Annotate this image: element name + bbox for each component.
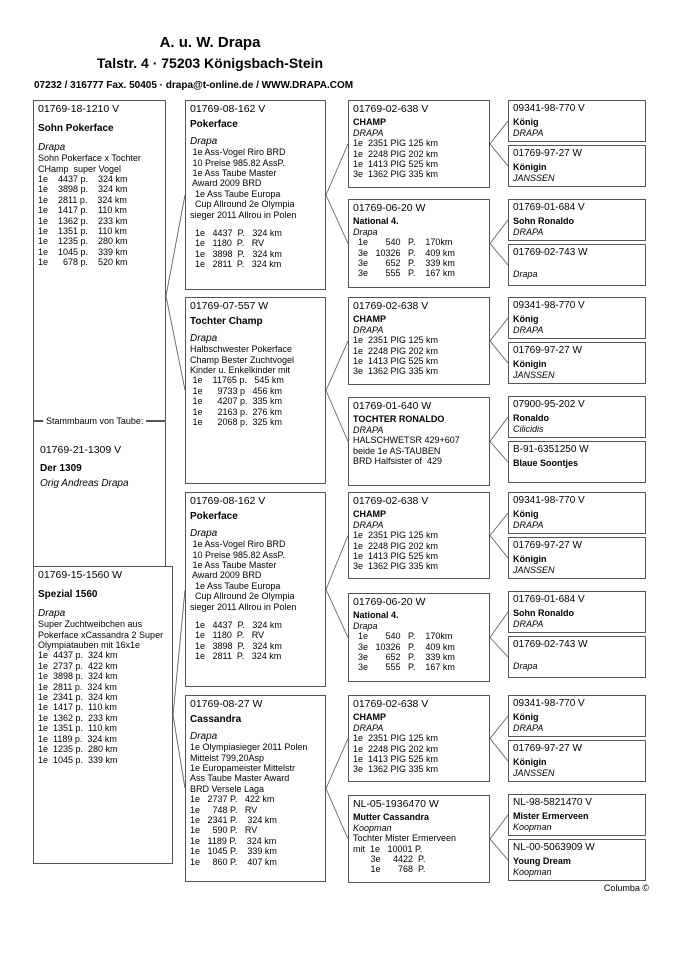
breeder: Drapa [190, 332, 218, 344]
breeder: DRAPA [513, 722, 544, 733]
stammbaum-legend: Stammbaum von Taube: [43, 416, 146, 426]
breeder: JANSSEN [513, 172, 555, 183]
pigeon-notes: 1e 540 P. 170km 3e 10326 P. 409 km 3e 652 P. 339 km 3e 555 P. 167 km [358, 237, 455, 279]
breeder: Koopman [513, 866, 552, 877]
connector-line [490, 638, 508, 658]
spacer [513, 653, 641, 661]
great-grandparent-pigeon-card [508, 591, 646, 633]
great-grandparent-pigeon-card [508, 794, 646, 836]
great-grandparent-pigeon-card [508, 396, 646, 438]
grandparent-pigeon-card [348, 593, 490, 682]
great-grandparent-pigeon-card [508, 636, 646, 678]
ring-number: 01769-18-1210 V [38, 103, 120, 115]
pigeon-name: Pokerface [190, 511, 238, 523]
great-grandparent-pigeon-card [508, 145, 646, 187]
breeder: JANSSEN [513, 767, 555, 778]
connector-line [166, 195, 185, 296]
pigeon-name: Sohn Ronaldo [513, 216, 574, 227]
ring-number: 09341-98-770 V [513, 103, 585, 114]
connector-line [326, 391, 348, 442]
pigeon-name: Blaue Soontjes [513, 458, 579, 469]
connector-line [326, 195, 348, 244]
breeder: DRAPA [353, 324, 384, 335]
ring-number: 01769-01-640 W [353, 400, 432, 412]
spacer [190, 220, 321, 228]
breeder: Drapa [353, 226, 378, 237]
pigeon-name: Cassandra [190, 714, 242, 726]
pigeon-name: König [513, 509, 539, 520]
great-grandparent-pigeon-card [508, 297, 646, 339]
connector-line [326, 341, 348, 391]
ring-number: 01769-06-20 W [353, 596, 426, 608]
ring-number: 01769-15-1560 W [38, 569, 123, 581]
subject-pigeon-card [33, 100, 166, 421]
ring-number: 01769-97-27 W [513, 743, 582, 754]
pigeon-name: Spezial 1560 [38, 589, 98, 601]
great-grandparent-pigeon-card [508, 100, 646, 142]
great-grandparent-pigeon-card [508, 342, 646, 384]
pigeon-name: König [513, 712, 539, 723]
pigeon-name: König [513, 117, 539, 128]
parent-pigeon-card [185, 297, 326, 484]
ring-number: 01769-02-638 V [353, 103, 429, 115]
parent-pigeon-card [185, 492, 326, 687]
great-grandparent-pigeon-card [508, 199, 646, 241]
grandparent-pigeon-card [348, 297, 490, 385]
spacer [513, 261, 641, 269]
ring-number: 09341-98-770 V [513, 698, 585, 709]
grandparent-pigeon-card [348, 199, 490, 288]
ring-number: NL-98-5821470 V [513, 797, 592, 808]
connector-line [166, 296, 185, 390]
connector-line [326, 789, 348, 840]
pigeon-notes: Halbschwester Pokerface Champ Bester Zuchtvogel Kinder u. Enkelkinder mit 1e 11765 p. 545 km 1e 9733 p 456 km 1e 4207 p. 335 km 1e 2163 p. 276 km 1e 2068 p. 325 km [190, 344, 295, 428]
pigeon-name: TOCHTER RONALDO [353, 414, 445, 425]
connector-line [490, 612, 508, 638]
breeder: DRAPA [353, 519, 384, 530]
ring-number: 01769-08-162 V [190, 103, 266, 115]
pigeon-name: Sohn Ronaldo [513, 608, 574, 619]
breeder: Drapa [190, 135, 218, 147]
connector-line [326, 536, 348, 590]
connector-line [326, 144, 348, 195]
connector-line [326, 590, 348, 638]
stammbaum-name: Der 1309 [40, 463, 82, 474]
grandparent-pigeon-card [348, 492, 490, 579]
pigeon-notes: Tochter Mister Ermerveen mit 1e 10001 P. 3e 4422 P. 1e 768 P. [353, 833, 457, 875]
dam-pigeon-card [33, 566, 173, 864]
pigeon-name: Tochter Champ [190, 316, 263, 328]
great-grandparent-pigeon-card [508, 537, 646, 579]
breeder: DRAPA [513, 127, 544, 138]
pigeon-name: CHAMP [353, 712, 386, 723]
pigeon-name: Ronaldo [513, 413, 549, 424]
breeder: Koopman [353, 822, 392, 833]
pigeon-name: Königin [513, 757, 547, 768]
connector-line [490, 417, 508, 442]
connector-line [490, 716, 508, 739]
pigeon-notes: 1e Olympiasieger 2011 Polen Mittelst 799,20Asp 1e Europameister Mittelstr Ass Taube Master Award BRD Versele Laga 1e 2737 P. 422 km 1e 748 P. RV 1e 2341 P. 324 km 1e 590 P. RV 1e 1189 P. 324 km 1e 1045 P. 339 km 1e 860 P. 407 km [190, 742, 308, 867]
ring-number: B-91-6351250 W [513, 444, 589, 455]
breeder: Drapa [38, 607, 66, 619]
ring-number: NL-00-5063909 W [513, 842, 595, 853]
grandparent-pigeon-card [348, 397, 490, 486]
connector-line [490, 244, 508, 266]
pigeon-notes: 1e 2351 PIG 125 km 1e 2248 PIG 202 km 1e 1413 PIG 525 km 3e 1362 PIG 335 km [353, 335, 439, 377]
parent-pigeon-card [185, 100, 326, 290]
race-results: 1e 4437 P. 324 km 1e 1180 P. RV 1e 3898 P. 324 km 1e 2811 P. 324 km [195, 620, 282, 662]
ring-number: 01769-97-27 W [513, 345, 582, 356]
breeder: DRAPA [513, 519, 544, 530]
breeder: DRAPA [513, 324, 544, 335]
breeder: Drapa [513, 661, 538, 672]
pigeon-notes: 1e 2351 PIG 125 km 1e 2248 PIG 202 km 1e 1413 PIG 525 km 3e 1362 PIG 335 km [353, 530, 439, 572]
race-results: 1e 4437 P. 324 km 1e 1180 P. RV 1e 3898 P. 324 km 1e 2811 P. 324 km [195, 228, 282, 270]
grandparent-pigeon-card [348, 100, 490, 188]
ring-number: 01769-01-684 V [513, 202, 585, 213]
subject-notes: Sohn Pokerface x Tochter CHamp super Vogel 1e 4437 p. 324 km 1e 3898 p. 324 km 1e 2811 p. 324 km 1e 1417 p. 110 km 1e 1362 p. 233 km 1e 1351 p. 110 km 1e 1235 p. 280 km 1e 1045 p. 339 km 1e 678 p. 520 km [38, 153, 141, 268]
connector-line [490, 318, 508, 341]
grandparent-pigeon-card [348, 795, 490, 883]
pigeon-notes: 1e Ass-Vogel Riro BRD 10 Preise 985.82 AssP. 1e Ass Taube Master Award 2009 BRD 1e Ass Taube Europa Cup Allround 2e Olympia sieger 2011 Allrou in Polen [190, 147, 297, 220]
breeder: DRAPA [513, 618, 544, 629]
ring-number: 01769-02-638 V [353, 698, 429, 710]
ring-number: 01769-02-638 V [353, 300, 429, 312]
ring-number: NL-05-1936470 W [353, 798, 439, 810]
ring-number: 01769-02-638 V [353, 495, 429, 507]
ring-number: 01769-06-20 W [353, 202, 426, 214]
connector-line [173, 715, 185, 788]
connector-line [490, 839, 508, 860]
pigeon-name: Königin [513, 554, 547, 565]
ring-number: 01769-08-162 V [190, 495, 266, 507]
breeder: Koopman [513, 821, 552, 832]
great-grandparent-pigeon-card [508, 244, 646, 286]
connector-line [490, 121, 508, 144]
dam-notes: Super Zuchtweibchen aus Pokerface xCassandra 2 Super Olympiatauben mit 16x1e 1e 4437 p. 324 km 1e 2737 p. 422 km 1e 3898 p. 324 km 1e 2811 p. 324 km 1e 2341 p. 324 km 1e 1417 p. 110 km 1e 1362 p. 233 km 1e 1351 p. 110 km 1e 1189 p. 324 km 1e 1235 p. 280 km 1e 1045 p. 339 km [38, 619, 164, 765]
ring-number: 01769-07-557 W [190, 300, 269, 312]
connector-line [490, 220, 508, 244]
pigeon-name: Königin [513, 162, 547, 173]
pigeon-name: Mister Ermerveen [513, 811, 589, 822]
grandparent-pigeon-card [348, 695, 490, 782]
ring-number: 01769-02-743 W [513, 639, 588, 650]
connector-line [490, 442, 508, 463]
pigeon-name: National 4. [353, 216, 399, 227]
breeder: Drapa [38, 141, 66, 153]
pigeon-name: Young Dream [513, 856, 571, 867]
pigeon-name: CHAMP [353, 117, 386, 128]
connector-line [490, 815, 508, 839]
connector-line [490, 739, 508, 762]
breeder: JANSSEN [513, 369, 555, 380]
parent-pigeon-card [185, 695, 326, 882]
ring-number: 01769-02-743 W [513, 247, 588, 258]
pigeon-notes: HALSCHWETSR 429+607 beide 1e AS-TAUBEN BRD Halfsister of 429 [353, 435, 460, 467]
pigeon-notes: 1e Ass-Vogel Riro BRD 10 Preise 985.82 AssP. 1e Ass Taube Master Award 2009 BRD 1e Ass Taube Europa Cup Allround 2e Olympia sieger 2011 Allrou in Polen [190, 539, 297, 612]
pigeon-name: Sohn Pokerface [38, 123, 114, 135]
pigeon-name: Mutter Cassandra [353, 812, 430, 823]
stammbaum-breeder: Orig Andreas Drapa [40, 478, 129, 489]
pigeon-name: König [513, 314, 539, 325]
spacer [190, 612, 321, 620]
great-grandparent-pigeon-card [508, 839, 646, 881]
ring-number: 01769-97-27 W [513, 540, 582, 551]
breeder-contact: 07232 / 316777 Fax. 50405 · drapa@t-online.de / WWW.DRAPA.COM [34, 80, 354, 91]
pigeon-name: Königin [513, 359, 547, 370]
pigeon-notes: 1e 2351 PIG 125 km 1e 2248 PIG 202 km 1e 1413 PIG 525 km 3e 1362 PIG 335 km [353, 733, 439, 775]
great-grandparent-pigeon-card [508, 740, 646, 782]
connector-line [490, 341, 508, 363]
breeder: Cilicidis [513, 423, 544, 434]
ring-number: 01769-08-27 W [190, 698, 263, 710]
ring-number: 07900-95-202 V [513, 399, 585, 410]
pigeon-notes: 1e 2351 PIG 125 km 1e 2248 PIG 202 km 1e 1413 PIG 525 km 3e 1362 PIG 335 km [353, 138, 439, 180]
breeder: DRAPA [353, 424, 384, 435]
pigeon-name: Pokerface [190, 119, 238, 131]
connector-line [490, 513, 508, 536]
ring-number: 09341-98-770 V [513, 300, 585, 311]
breeder-name: A. u. W. Drapa [159, 34, 261, 51]
pigeon-name: CHAMP [353, 314, 386, 325]
connector-line [490, 144, 508, 166]
pigeon-name: National 4. [353, 610, 399, 621]
great-grandparent-pigeon-card [508, 441, 646, 483]
ring-number: 01769-01-684 V [513, 594, 585, 605]
pigeon-name: CHAMP [353, 509, 386, 520]
breeder: DRAPA [353, 127, 384, 138]
great-grandparent-pigeon-card [508, 492, 646, 534]
ring-number: 01769-97-27 W [513, 148, 582, 159]
breeder: DRAPA [353, 722, 384, 733]
software-credit: Columba © [603, 883, 649, 893]
breeder: Drapa [353, 620, 378, 631]
great-grandparent-pigeon-card [508, 695, 646, 737]
breeder: Drapa [190, 730, 218, 742]
connector-line [490, 536, 508, 559]
connector-line [173, 590, 185, 715]
breeder-address: Talstr. 4 · 75203 Königsbach-Stein [96, 55, 324, 71]
breeder: DRAPA [513, 226, 544, 237]
stammbaum-ring: 01769-21-1309 V [40, 444, 122, 456]
breeder: JANSSEN [513, 564, 555, 575]
breeder: Drapa [190, 527, 218, 539]
breeder: Drapa [513, 269, 538, 280]
connector-line [326, 739, 348, 789]
pigeon-notes: 1e 540 P. 170km 3e 10326 P. 409 km 3e 652 P. 339 km 3e 555 P. 167 km [358, 631, 455, 673]
ring-number: 09341-98-770 V [513, 495, 585, 506]
